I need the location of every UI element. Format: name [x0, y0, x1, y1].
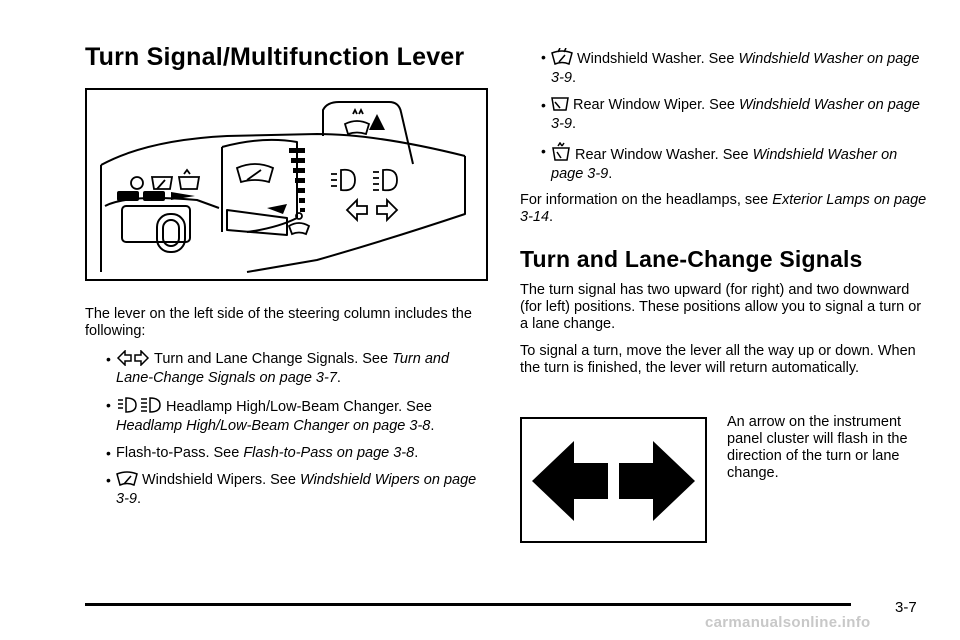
list-item: [85, 350, 490, 388]
bullet-end: .: [608, 166, 613, 182]
note-text: For information on the headlamps, see: [520, 192, 773, 208]
rear-window-washer-icon: [551, 142, 571, 162]
lever-functions-list: [85, 350, 490, 509]
footer-divider: [85, 603, 851, 606]
cross-reference-link[interactable]: Windshield Washer on page 3-9: [551, 51, 920, 86]
left-column: [85, 40, 490, 74]
bullet-end: .: [336, 370, 341, 386]
multifunction-lever-illustration: [85, 88, 488, 281]
bullet-text: Windshield Wipers. See: [142, 472, 300, 488]
lever-drawing: [87, 90, 486, 279]
watermark: carmanualsonline.info: [705, 614, 871, 631]
cross-reference-link[interactable]: Exterior Lamps on page 3-14: [520, 192, 927, 225]
left-arrow-icon: [532, 441, 608, 521]
bullet-text: Windshield Washer. See: [577, 51, 739, 67]
bullet-text: Rear Window Washer. See: [575, 147, 753, 163]
turn-signal-arrows-icon: [116, 350, 150, 366]
bullet-end: .: [136, 491, 141, 507]
list-item: [520, 96, 930, 134]
cross-reference-link[interactable]: Headlamp High/Low-Beam Changer on page 3-8: [116, 418, 431, 434]
bullet-text: Turn and Lane Change Signals. See: [154, 351, 393, 367]
list-item: [85, 444, 490, 463]
section-heading-turn-signal-lever: Turn Signal/Multifunction Lever: [85, 43, 465, 71]
turn-arrows-illustration: [520, 417, 707, 543]
lever-functions-list-continued: [520, 48, 930, 184]
bullet-end: .: [430, 418, 435, 434]
cross-reference-link[interactable]: Turn and Lane-Change Signals on page 3-7: [116, 351, 450, 386]
bullet-end: .: [571, 116, 576, 132]
rear-window-wiper-icon: [551, 96, 569, 112]
bullet-text: Rear Window Wiper. See: [573, 97, 740, 113]
right-arrow-icon: [619, 441, 695, 521]
headlamp-beam-icon: [116, 396, 162, 414]
right-column: [520, 48, 930, 387]
cross-reference-link[interactable]: Flash-to-Pass on page 3-8: [243, 445, 415, 461]
windshield-washer-icon: [551, 48, 573, 66]
cross-reference-link[interactable]: Windshield Wipers on page 3-9: [116, 472, 477, 507]
list-item: [85, 471, 490, 509]
left-column-body: [85, 306, 490, 517]
list-item: [85, 396, 490, 436]
note-end: .: [549, 209, 554, 225]
bullet-end: .: [414, 445, 419, 461]
turn-arrows-drawing: [522, 419, 705, 541]
windshield-wiper-icon: [116, 471, 138, 487]
turn-signal-positions-paragraph: The turn signal has two upward (for right) and two downward (for left) positions. These positions allow you to signal a turn or a lane change.: [520, 282, 922, 332]
cross-reference-link[interactable]: Windshield Washer on page 3-9: [551, 97, 920, 132]
list-item: [520, 142, 930, 184]
bullet-text: Flash-to-Pass. See: [116, 445, 244, 461]
signal-turn-paragraph: To signal a turn, move the lever all the way up or down. When the turn is finished, the lever will return automatically.: [520, 343, 916, 376]
list-item: [520, 48, 930, 88]
cross-reference-link[interactable]: Windshield Washer on page 3-9: [551, 147, 898, 182]
section-heading-turn-lane-change: Turn and Lane-Change Signals: [520, 246, 863, 272]
intro-paragraph: The lever on the left side of the steering column includes the following:: [85, 306, 472, 339]
arrow-indicator-paragraph: An arrow on the instrument panel cluster will flash in the direction of the turn or lane change.: [727, 414, 908, 481]
headlamp-note: [520, 192, 930, 226]
bullet-end: .: [571, 70, 576, 86]
bullet-text: Headlamp High/Low-Beam Changer. See: [166, 399, 432, 415]
page-number: 3-7: [895, 599, 917, 616]
